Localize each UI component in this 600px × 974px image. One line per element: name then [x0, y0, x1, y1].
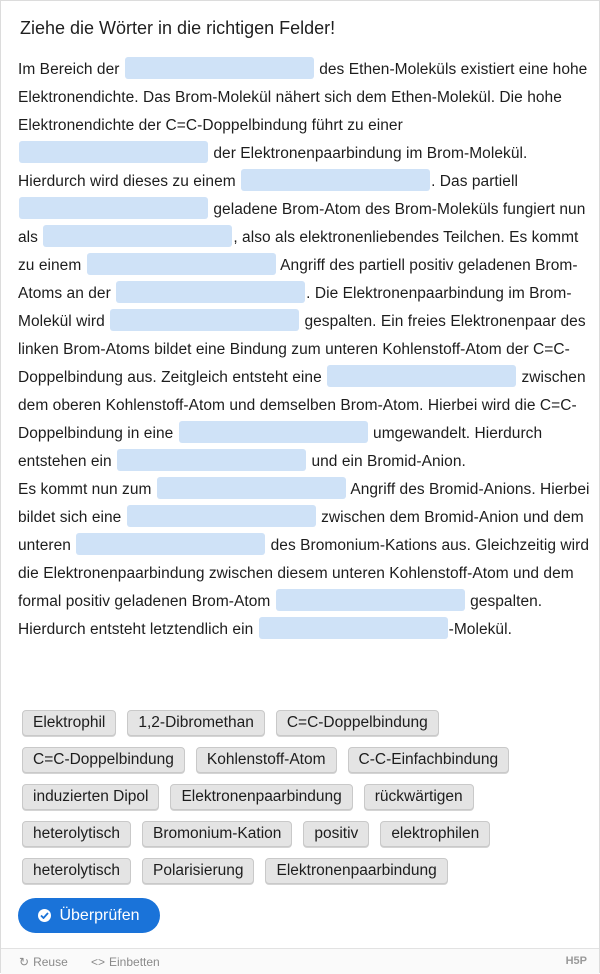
drop-zone-3[interactable]	[241, 169, 430, 191]
drop-zone-16[interactable]	[259, 617, 448, 639]
drop-zone-4[interactable]	[19, 197, 208, 219]
cloze-passage	[18, 56, 590, 644]
code-icon: <>	[91, 955, 106, 969]
passage-text: zwischen dem oberen Kohlenstoff-Atom und demselben Brom-Atom. Hierbei wird die C=C-Doppelbindung in eine	[18, 369, 586, 442]
drop-zone-15[interactable]	[276, 589, 465, 611]
word-bank-row	[22, 784, 582, 810]
drop-zone-10[interactable]	[179, 421, 368, 443]
passage-text: zwischen dem Bromid-Anion und dem unteren	[18, 509, 584, 554]
drop-zone-1[interactable]	[125, 57, 314, 79]
draggable-word[interactable]: Kohlenstoff-Atom	[196, 747, 337, 773]
check-circle-icon	[38, 909, 51, 922]
passage-text: . Das partiell	[431, 173, 518, 190]
draggable-word[interactable]: Polarisierung	[142, 858, 254, 884]
draggable-word[interactable]: Bromonium-Kation	[142, 821, 292, 847]
drop-zone-8[interactable]	[110, 309, 299, 331]
passage-text: Angriff des partiell positiv geladenen Brom-Atoms an der	[18, 257, 578, 302]
draggable-word[interactable]: Elektronenpaarbindung	[265, 858, 447, 884]
passage-text: Angriff des Bromid-Anions. Hierbei bildet sich eine	[18, 481, 590, 526]
word-bank-row	[22, 710, 582, 736]
passage-text: . Die Elektronenpaarbindung im Brom-Molekül wird	[18, 285, 572, 330]
passage-text: der Elektronenpaarbindung im Brom-Molekül. Hierdurch wird dieses zu einem	[18, 145, 528, 190]
drop-zone-6[interactable]	[87, 253, 276, 275]
drop-zone-13[interactable]	[127, 505, 316, 527]
passage-text: des Ethen-Moleküls existiert eine hohe Elektronendichte. Das Brom-Molekül nähert sich dem Ethen-Molekül. Die hohe Elektronendichte der C=C-Doppelbindung führt zu einer	[18, 61, 588, 134]
draggable-word[interactable]: rückwärtigen	[364, 784, 474, 810]
drop-zone-14[interactable]	[76, 533, 265, 555]
passage-text: umgewandelt. Hierdurch entstehen ein	[18, 425, 543, 470]
check-button-label: Überprüfen	[59, 906, 140, 924]
passage-text: Im Bereich der	[18, 61, 120, 78]
h5p-logo[interactable]: H5P	[565, 955, 587, 967]
word-bank-row	[22, 747, 582, 773]
drop-zone-9[interactable]	[327, 365, 516, 387]
drop-zone-2[interactable]	[19, 141, 208, 163]
task-title: Ziehe die Wörter in die richtigen Felder!	[20, 18, 336, 38]
passage-text: -Molekül.	[448, 621, 512, 638]
word-bank-row	[22, 821, 582, 847]
embed-link[interactable]	[91, 955, 160, 969]
draggable-word[interactable]: C=C-Doppelbindung	[22, 747, 185, 773]
passage-text: gespalten. Ein freies Elektronenpaar des linken Brom-Atoms bildet eine Bindung zum unteren Kohlenstoff-Atom der C=C-Doppelbindung aus. Zeitgleich entsteht eine	[18, 313, 586, 386]
reuse-icon: ↻	[19, 955, 30, 969]
passage-text: geladene Brom-Atom des Brom-Moleküls fungiert nun als	[18, 201, 586, 246]
draggable-word[interactable]: elektrophilen	[380, 821, 490, 847]
check-button[interactable]	[18, 898, 160, 933]
passage-text: , also als elektronenliebendes Teilchen. Es kommt zu einem	[18, 229, 579, 274]
draggable-word[interactable]: induzierten Dipol	[22, 784, 159, 810]
draggable-word[interactable]: Elektronenpaarbindung	[170, 784, 352, 810]
drop-zone-5[interactable]	[43, 225, 232, 247]
draggable-word[interactable]: C=C-Doppelbindung	[276, 710, 439, 736]
draggable-word[interactable]: C-C-Einfachbindung	[348, 747, 510, 773]
passage-text: des Bromonium-Kations aus. Gleichzeitig wird die Elektronenpaarbindung zwischen diesem unteren Kohlenstoff-Atom und dem formal positiv geladenen Brom-Atom	[18, 537, 590, 610]
drop-zone-11[interactable]	[117, 449, 306, 471]
embed-label: Einbetten	[109, 955, 160, 969]
passage-text: Es kommt nun zum	[18, 481, 152, 498]
passage-text: und ein Bromid-Anion.	[311, 453, 466, 470]
draggable-word[interactable]: Elektrophil	[22, 710, 116, 736]
word-bank	[22, 710, 582, 895]
draggable-word[interactable]: positiv	[303, 821, 369, 847]
drop-zone-7[interactable]	[116, 281, 305, 303]
draggable-word[interactable]: heterolytisch	[22, 858, 131, 884]
footer-bar	[1, 948, 599, 974]
drop-zone-12[interactable]	[157, 477, 346, 499]
reuse-label: Reuse	[33, 955, 68, 969]
passage-text: gespalten. Hierdurch entsteht letztendlich ein	[18, 593, 543, 638]
draggable-word[interactable]: 1,2-Dibromethan	[127, 710, 264, 736]
draggable-word[interactable]: heterolytisch	[22, 821, 131, 847]
reuse-link[interactable]	[19, 955, 68, 969]
word-bank-row	[22, 858, 582, 884]
